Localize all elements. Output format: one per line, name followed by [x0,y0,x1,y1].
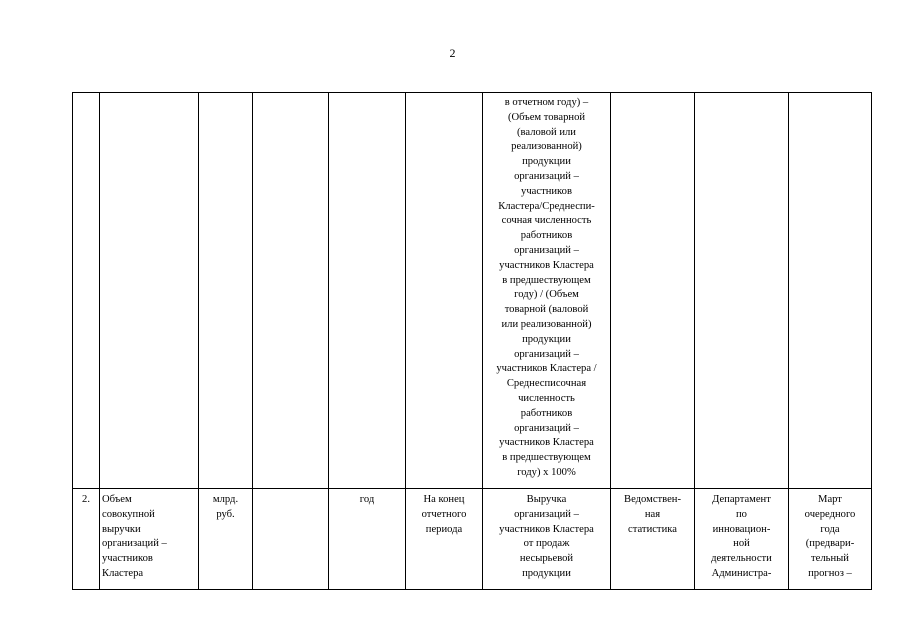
row-number: 2. [82,494,90,505]
cell-number [73,93,100,489]
cell-col4 [253,93,329,489]
cell-source [611,93,695,489]
cell-col4 [253,489,329,590]
cell-deadline [789,489,872,590]
responsible-text: Департамент по инновацион- ной деятельности Администра- [711,494,772,579]
source-text: Ведомствен- ная статистика [624,494,681,535]
moment-text: На конец отчетного периода [421,494,467,535]
table-row-continuation [73,93,872,489]
cell-moment [406,489,483,590]
unit-text: млрд. руб. [212,494,239,520]
indicator-name: Объем совокупной выручки организаций – участников Кластера [102,494,167,579]
cell-formula [483,489,611,590]
indicators-table [72,92,872,590]
cell-unit [199,93,253,489]
cell-formula [483,93,611,489]
cell-number [73,489,100,590]
cell-unit [199,489,253,590]
deadline-text: Март очередного года (предвари- тельный прогноз – [804,494,856,579]
cell-periodicity [329,93,406,489]
cell-moment [406,93,483,489]
table-row [73,489,872,590]
cell-indicator [100,489,199,590]
formula-text: Выручка организаций – участников Кластера от продаж несырьевой продукции [499,494,594,579]
cell-responsible [695,489,789,590]
cell-periodicity [329,489,406,590]
cell-deadline [789,93,872,489]
formula-text: в отчетном году) – (Объем товарной (валовой или реализованной) продукции организаций – участников Кластера/Среднеспи- сочная численность работников организаций – участников Кластера в предшествующем году) / (Объем товарной (валовой или реализованной) продукции организаций – участников Кластера / Среднесписочная численность работников организаций – участников Кластера в предшествующем году) х 100% [496,97,597,478]
cell-source [611,489,695,590]
cell-responsible [695,93,789,489]
cell-indicator [100,93,199,489]
page-number: 2 [449,46,456,60]
periodicity-text: год [359,494,375,505]
